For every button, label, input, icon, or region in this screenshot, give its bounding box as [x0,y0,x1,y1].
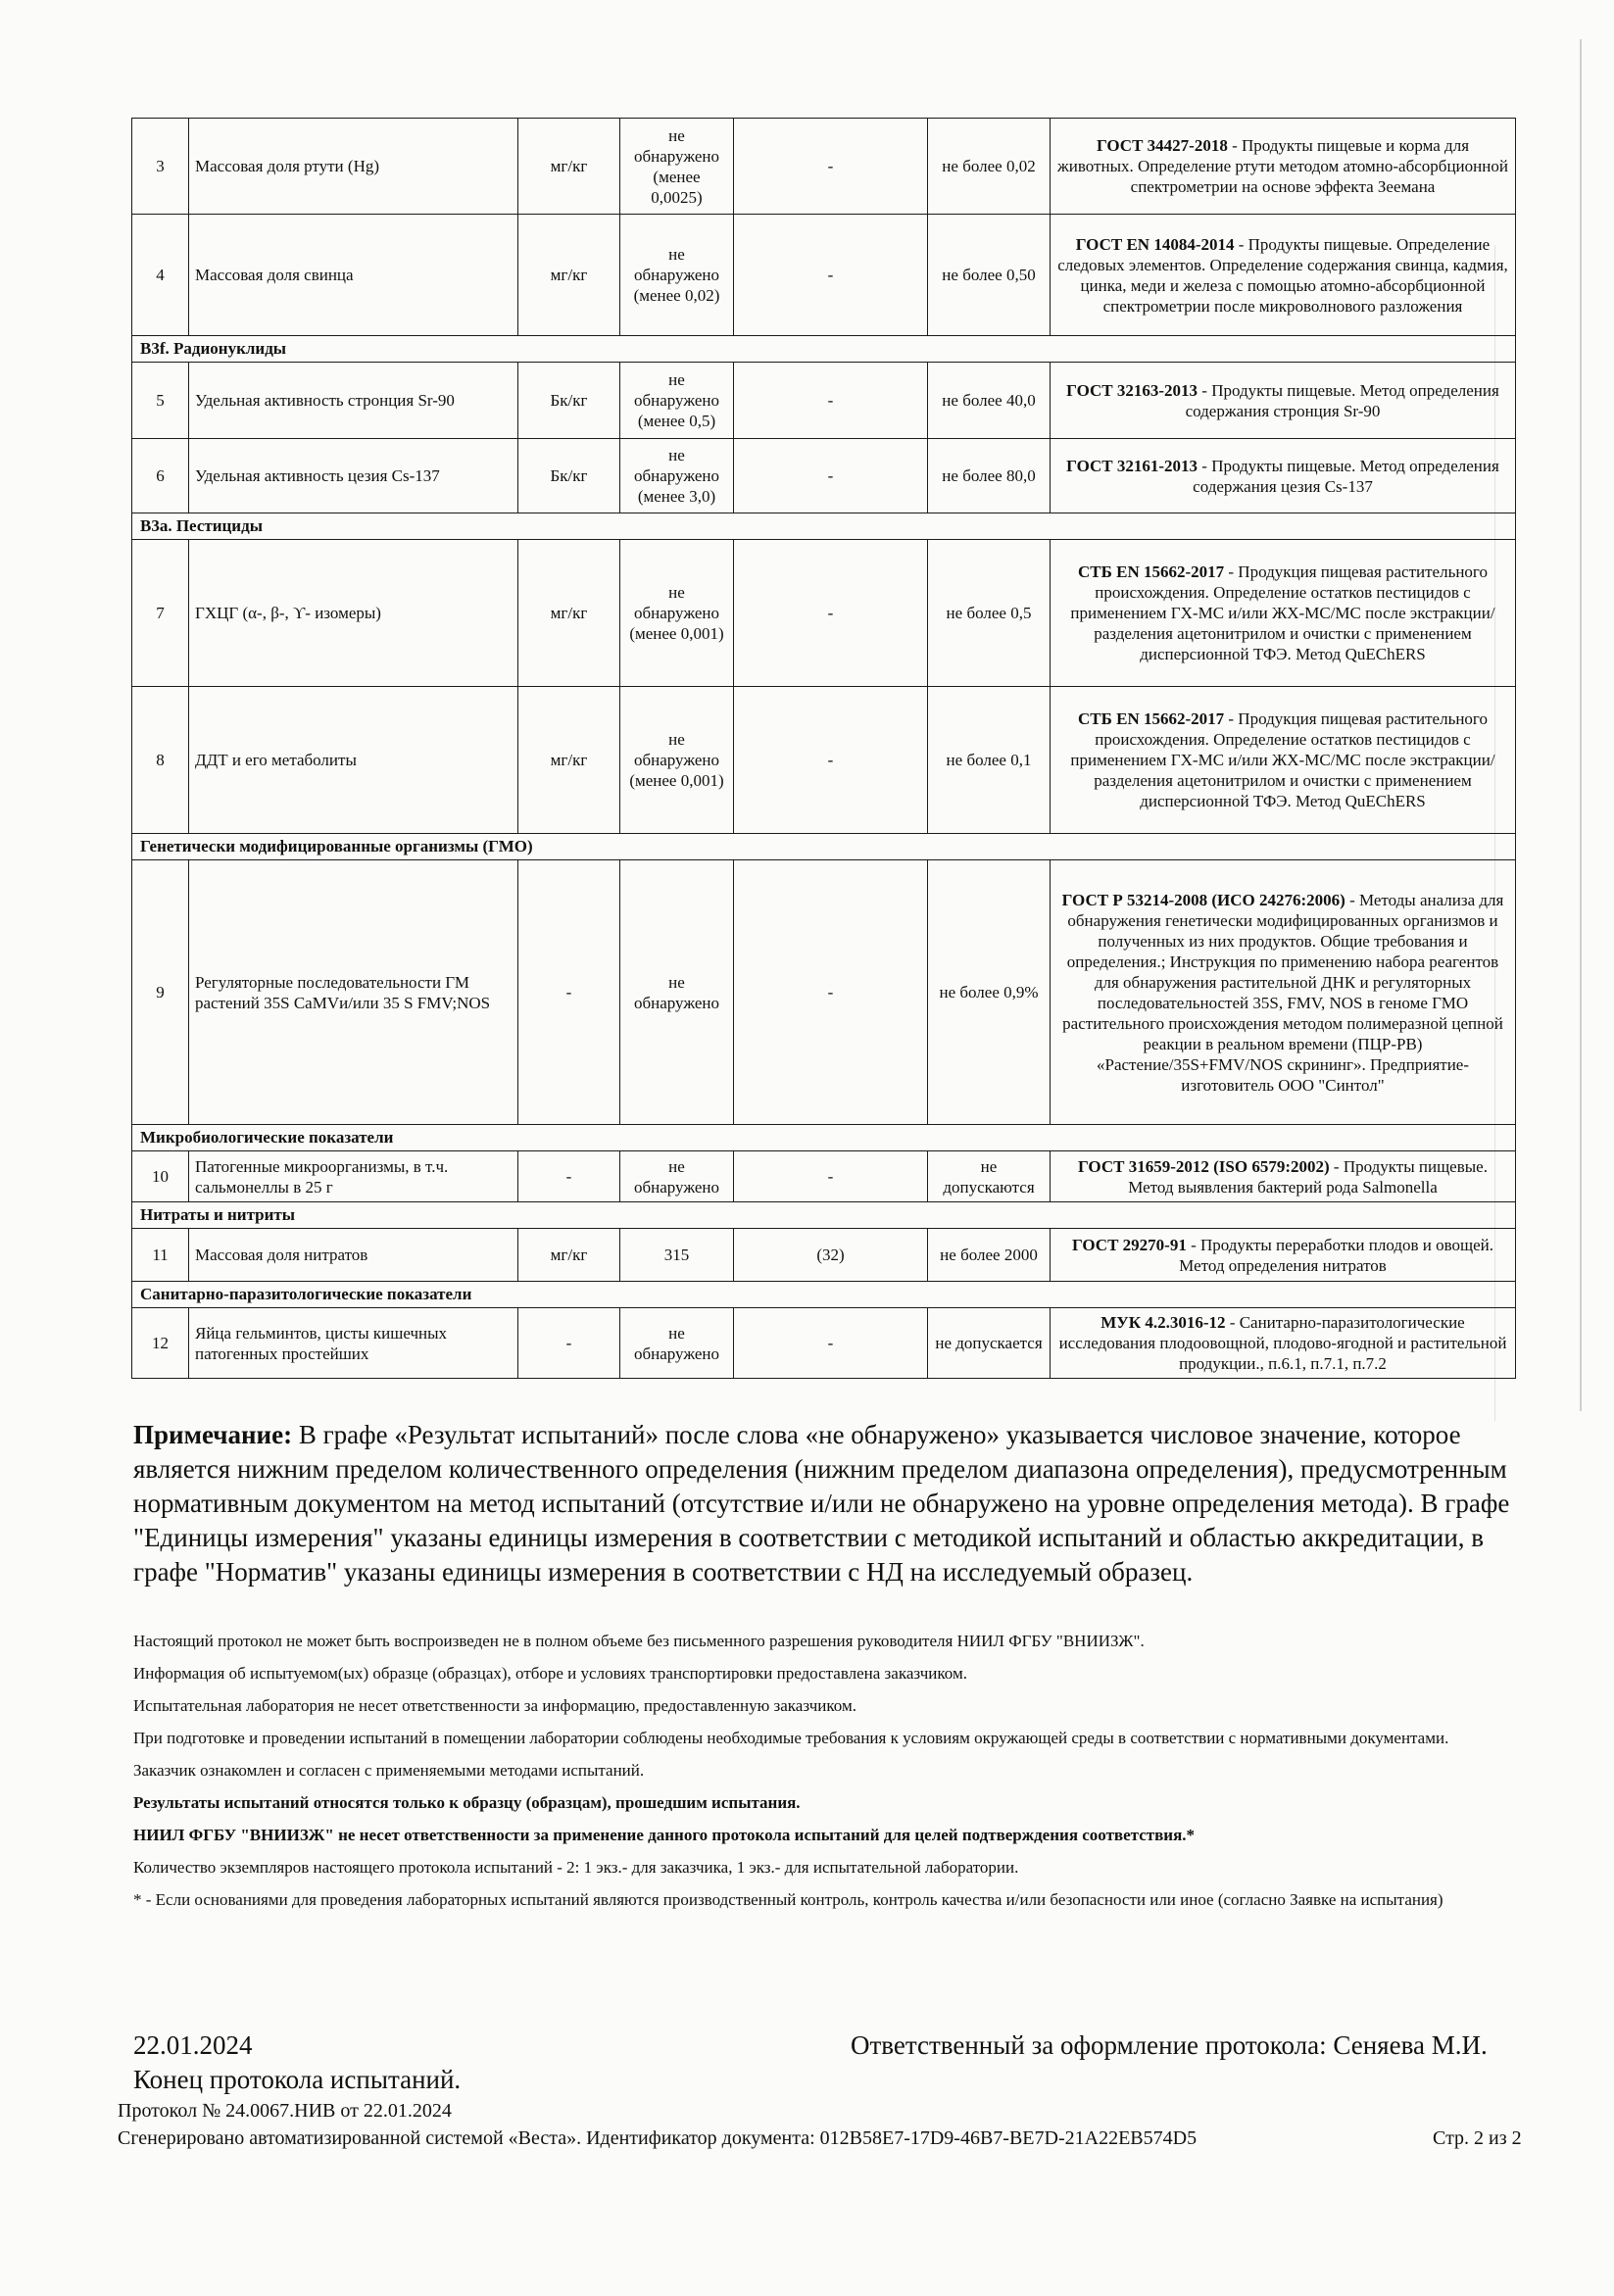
norm: не более 2000 [928,1229,1051,1282]
indicator-name: Удельная активность стронция Sr-90 [189,363,518,439]
disclaimers [133,1630,1517,1921]
method-description: - Продукты пищевые. Метод определения содержания цезия Cs-137 [1193,456,1499,496]
uncertainty: - [734,439,928,513]
end-of-protocol: Конец протокола испытаний. [133,2065,462,2094]
unit: мг/кг [518,119,620,215]
method-description: - Методы анализа для обнаружения генетически модифицированных организмов и полученных из них продуктов. Общие требования и определения.; Инструкция по применению набора реагентов для обнаружения растительной ДНК и регуляторных последовательностей 35S, FMV, NOS в геноме ГМО растительного происхождения методом полимеразной цепной реакции в реальном времени (ПЦР-РВ) «Растение/35S+FMV/NOS скрининг». Предприятие-изготовитель ООО "Синтол" [1062,890,1504,1095]
section-title: Генетически модифицированные организмы (ГМО) [132,834,1516,860]
test-method [1051,363,1516,439]
norm: не более 0,9% [928,860,1051,1125]
norm: не более 0,1 [928,687,1051,834]
unit: Бк/кг [518,363,620,439]
result: не обнаружено (менее 0,001) [620,687,734,834]
disclaimer-line: Количество экземпляров настоящего протокола испытаний - 2: 1 экз.- для заказчика, 1 экз.- для испытательной лаборатории. [133,1858,1019,1877]
indicator-name: Массовая доля ртути (Hg) [189,119,518,215]
method-description: - Продукты пищевые. Метод определения содержания стронция Sr-90 [1185,380,1499,420]
results-table-body [132,119,1516,1379]
uncertainty: - [734,860,928,1125]
test-method [1051,1151,1516,1202]
unit: мг/кг [518,687,620,834]
result: не обнаружено (менее 0,0025) [620,119,734,215]
disclaimer-line: Информация об испытуемом(ых) образце (образцах), отборе и условиях транспортировки предоставлена заказчиком. [133,1664,967,1683]
method-standard: ГОСТ 32163-2013 [1066,380,1198,400]
result: не обнаружено [620,1308,734,1379]
table-row [132,540,1516,687]
section-title: В3а. Пестициды [132,513,1516,540]
test-method [1051,215,1516,336]
row-number: 8 [132,687,189,834]
norm: не более 40,0 [928,363,1051,439]
indicator-name: Яйца гельминтов, цисты кишечных патогенных простейших [189,1308,518,1379]
test-method [1051,540,1516,687]
norm: не более 0,5 [928,540,1051,687]
test-method [1051,860,1516,1125]
generated-by: Сгенерировано автоматизированной системой «Веста». Идентификатор документа: 012B58E7-17D9-46B7-BE7D-21A22EB574D5 [118,2127,1198,2149]
method-standard: МУК 4.2.3016-12 [1100,1313,1226,1332]
disclaimer-line: Настоящий протокол не может быть воспроизведен не в полном объеме без письменного разрешения руководителя НИИЛ ФГБУ "ВНИИЗЖ". [133,1632,1145,1650]
section-title: Нитраты и нитриты [132,1202,1516,1229]
note-paragraph [133,1418,1520,1589]
result: 315 [620,1229,734,1282]
unit: Бк/кг [518,439,620,513]
table-row [132,119,1516,215]
norm: не допускаются [928,1151,1051,1202]
norm: не более 0,50 [928,215,1051,336]
row-number: 12 [132,1308,189,1379]
uncertainty: - [734,363,928,439]
section-header-row [132,1202,1516,1229]
note-text: В графе «Результат испытаний» после слова «не обнаружено» указывается числовое значение, которое является нижним пределом количественного определения (нижним пределом диапазона определения), предусмотренным нормативным документом на метод испытаний (отсутствие и/или не обнаружено на уровне определения метода). В графе "Единицы измерения" указаны единицы измерения в соответствии с методикой испытаний и областью аккредитации, в графе "Норматив" указаны единицы измерения в соответствии с НД на исследуемый образец. [133,1420,1510,1587]
result: не обнаружено [620,1151,734,1202]
disclaimer-line: При подготовке и проведении испытаний в помещении лаборатории соблюдены необходимые требования к условиям окружающей среды в соответствии с нормативными документами. [133,1729,1449,1747]
table-row [132,215,1516,336]
norm: не допускается [928,1308,1051,1379]
uncertainty: (32) [734,1229,928,1282]
disclaimer-line: Заказчик ознакомлен и согласен с применяемыми методами испытаний. [133,1761,645,1780]
result: не обнаружено (менее 3,0) [620,439,734,513]
test-method [1051,119,1516,215]
table-row [132,439,1516,513]
method-standard: ГОСТ 29270-91 [1071,1235,1187,1254]
indicator-name: Удельная активность цезия Cs-137 [189,439,518,513]
indicator-name: ГХЦГ (α-, β-, ϒ- изомеры) [189,540,518,687]
norm: не более 0,02 [928,119,1051,215]
indicator-name: Регуляторные последовательности ГМ растений 35S CaMVи/или 35 S FMV;NOS [189,860,518,1125]
row-number: 5 [132,363,189,439]
uncertainty: - [734,1308,928,1379]
row-number: 7 [132,540,189,687]
result: не обнаружено (менее 0,02) [620,215,734,336]
result: не обнаружено [620,860,734,1125]
indicator-name: Массовая доля нитратов [189,1229,518,1282]
method-standard: ГОСТ 34427-2018 [1096,136,1228,155]
row-number: 10 [132,1151,189,1202]
test-method [1051,1308,1516,1379]
section-header-row [132,1125,1516,1151]
result: не обнаружено (менее 0,5) [620,363,734,439]
section-title: Санитарно-паразитологические показатели [132,1282,1516,1308]
test-method [1051,687,1516,834]
method-standard: ГОСТ EN 14084-2014 [1075,234,1235,254]
indicator-name: Массовая доля свинца [189,215,518,336]
method-description: - Продукция пищевая растительного происхождения. Определение остатков пестицидов с применением ГХ-МС и/или ЖХ-МС/МС после экстракции/разделения ацетонитрилом и очистки с применением дисперсионной ТФЭ. Метод QuEChERS [1070,562,1495,663]
section-header-row [132,1282,1516,1308]
indicator-name: Патогенные микроорганизмы, в т.ч. сальмонеллы в 25 г [189,1151,518,1202]
method-description: - Продукты пищевые. Метод выявления бактерий рода Salmonella [1128,1156,1488,1197]
unit: мг/кг [518,540,620,687]
method-standard: ГОСТ 31659-2012 (ISO 6579:2002) [1078,1156,1330,1176]
method-description: - Продукты пищевые и корма для животных. Определение ртути методом атомно-абсорбционной спектрометрии на основе эффекта Зеемана [1057,136,1508,196]
disclaimer-line: Испытательная лаборатория не несет ответственности за информацию, предоставленную заказчиком. [133,1696,856,1715]
row-number: 6 [132,439,189,513]
protocol-number: Протокол № 24.0067.НИВ от 22.01.2024 [118,2100,452,2122]
table-row [132,1229,1516,1282]
note-label: Примечание: [133,1420,293,1449]
method-standard: СТБ EN 15662-2017 [1078,562,1225,581]
unit: - [518,860,620,1125]
row-number: 11 [132,1229,189,1282]
method-description: - Продукты пищевые. Определение следовых элементов. Определение содержания свинца, кадмия, цинка, меди и железа с помощью атомно-абсорбционной спектрометрии после микроволнового разложения [1057,234,1508,316]
test-method [1051,1229,1516,1282]
uncertainty: - [734,540,928,687]
section-header-row [132,513,1516,540]
row-number: 3 [132,119,189,215]
method-standard: ГОСТ 32161-2013 [1066,456,1198,475]
norm: не более 80,0 [928,439,1051,513]
results-table [131,118,1516,1379]
table-row [132,860,1516,1125]
table-row [132,363,1516,439]
table-row [132,1151,1516,1202]
unit: - [518,1151,620,1202]
uncertainty: - [734,215,928,336]
method-description: - Продукция пищевая растительного происхождения. Определение остатков пестицидов с применением ГХ-МС и/или ЖХ-МС/МС после экстракции/разделения ацетонитрилом и очистки с применением дисперсионной ТФЭ. Метод QuEChERS [1070,709,1495,810]
method-description: - Санитарно-паразитологические исследования плодоовощной, плодово-ягодной и растительной продукции., п.6.1, п.7.1, п.7.2 [1058,1313,1507,1373]
section-title: В3f. Радионуклиды [132,336,1516,363]
disclaimer-line: НИИЛ ФГБУ "ВНИИЗЖ" не несет ответственности за применение данного протокола испытаний для целей подтверждения соответствия.* [133,1826,1196,1844]
section-title: Микробиологические показатели [132,1125,1516,1151]
section-header-row [132,834,1516,860]
method-standard: СТБ EN 15662-2017 [1078,709,1225,728]
table-row [132,1308,1516,1379]
unit: мг/кг [518,215,620,336]
unit: - [518,1308,620,1379]
section-header-row [132,336,1516,363]
row-number: 9 [132,860,189,1125]
result: не обнаружено (менее 0,001) [620,540,734,687]
table-row [132,687,1516,834]
scan-artifact-line [1580,39,1582,1411]
row-number: 4 [132,215,189,336]
method-standard: ГОСТ Р 53214-2008 (ИСО 24276:2006) [1061,890,1345,909]
protocol-date: 22.01.2024 [133,2030,253,2060]
unit: мг/кг [518,1229,620,1282]
test-method [1051,439,1516,513]
disclaimer-line: * - Если основаниями для проведения лабораторных испытаний являются производственный контроль, контроль качества и/или безопасности или иное (согласно Заявке на испытания) [133,1890,1443,1909]
indicator-name: ДДТ и его метаболиты [189,687,518,834]
page-number: Стр. 2 из 2 [1433,2127,1522,2149]
responsible-person: Ответственный за оформление протокола: Сеняева М.И. [851,2030,1488,2060]
uncertainty: - [734,119,928,215]
disclaimer-line: Результаты испытаний относятся только к образцу (образцам), прошедшим испытания. [133,1793,801,1812]
method-description: - Продукты переработки плодов и овощей. Метод определения нитратов [1179,1235,1494,1275]
uncertainty: - [734,1151,928,1202]
uncertainty: - [734,687,928,834]
